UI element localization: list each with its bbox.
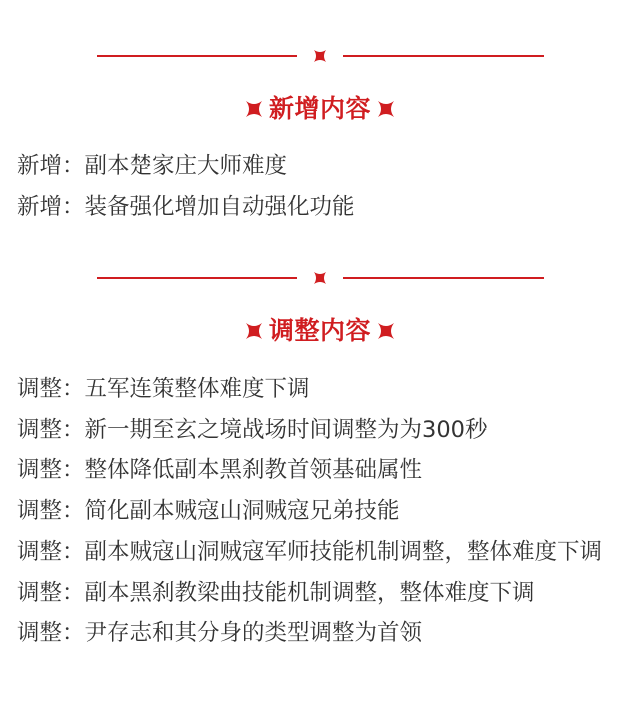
divider-line-left [97, 55, 297, 57]
section-title-text: 新增内容 [268, 94, 371, 123]
ornament-icon [310, 46, 330, 66]
list-item: 调整：简化副本贼寇山洞贼寇兄弟技能 [17, 498, 400, 525]
list-item: 调整：新一期至玄之境战场时间调整为为300秒 [17, 416, 488, 443]
section-divider-adjust [0, 268, 640, 288]
list-item: 调整：尹存志和其分身的类型调整为首领 [17, 620, 423, 647]
section-title-text: 调整内容 [268, 316, 371, 345]
cross-ornament-icon [243, 320, 265, 342]
list-item: 调整：副本贼寇山洞贼寇军师技能机制调整，整体难度下调 [17, 538, 603, 565]
adjust-content-list [17, 369, 627, 654]
section-divider-new [0, 46, 640, 66]
list-item: 调整：五军连策整体难度下调 [17, 376, 310, 402]
ornament-icon [310, 268, 330, 288]
list-item: 新增：装备强化增加自动强化功能 [17, 193, 355, 220]
list-item: 调整：副本黑刹教梁曲技能机制调整，整体难度下调 [17, 579, 535, 606]
divider-line-right [343, 55, 544, 57]
cross-ornament-icon [375, 98, 397, 120]
cross-ornament-icon [243, 98, 265, 120]
list-item: 调整：整体降低副本黑刹教首领基础属性 [17, 457, 423, 484]
divider-line-right [343, 277, 544, 279]
section-title-new [0, 91, 640, 127]
new-content-list [17, 146, 627, 227]
cross-ornament-icon [375, 320, 397, 342]
list-item: 新增：副本楚家庄大师难度 [17, 153, 288, 179]
divider-line-left [97, 277, 297, 279]
section-title-adjust [0, 313, 640, 349]
